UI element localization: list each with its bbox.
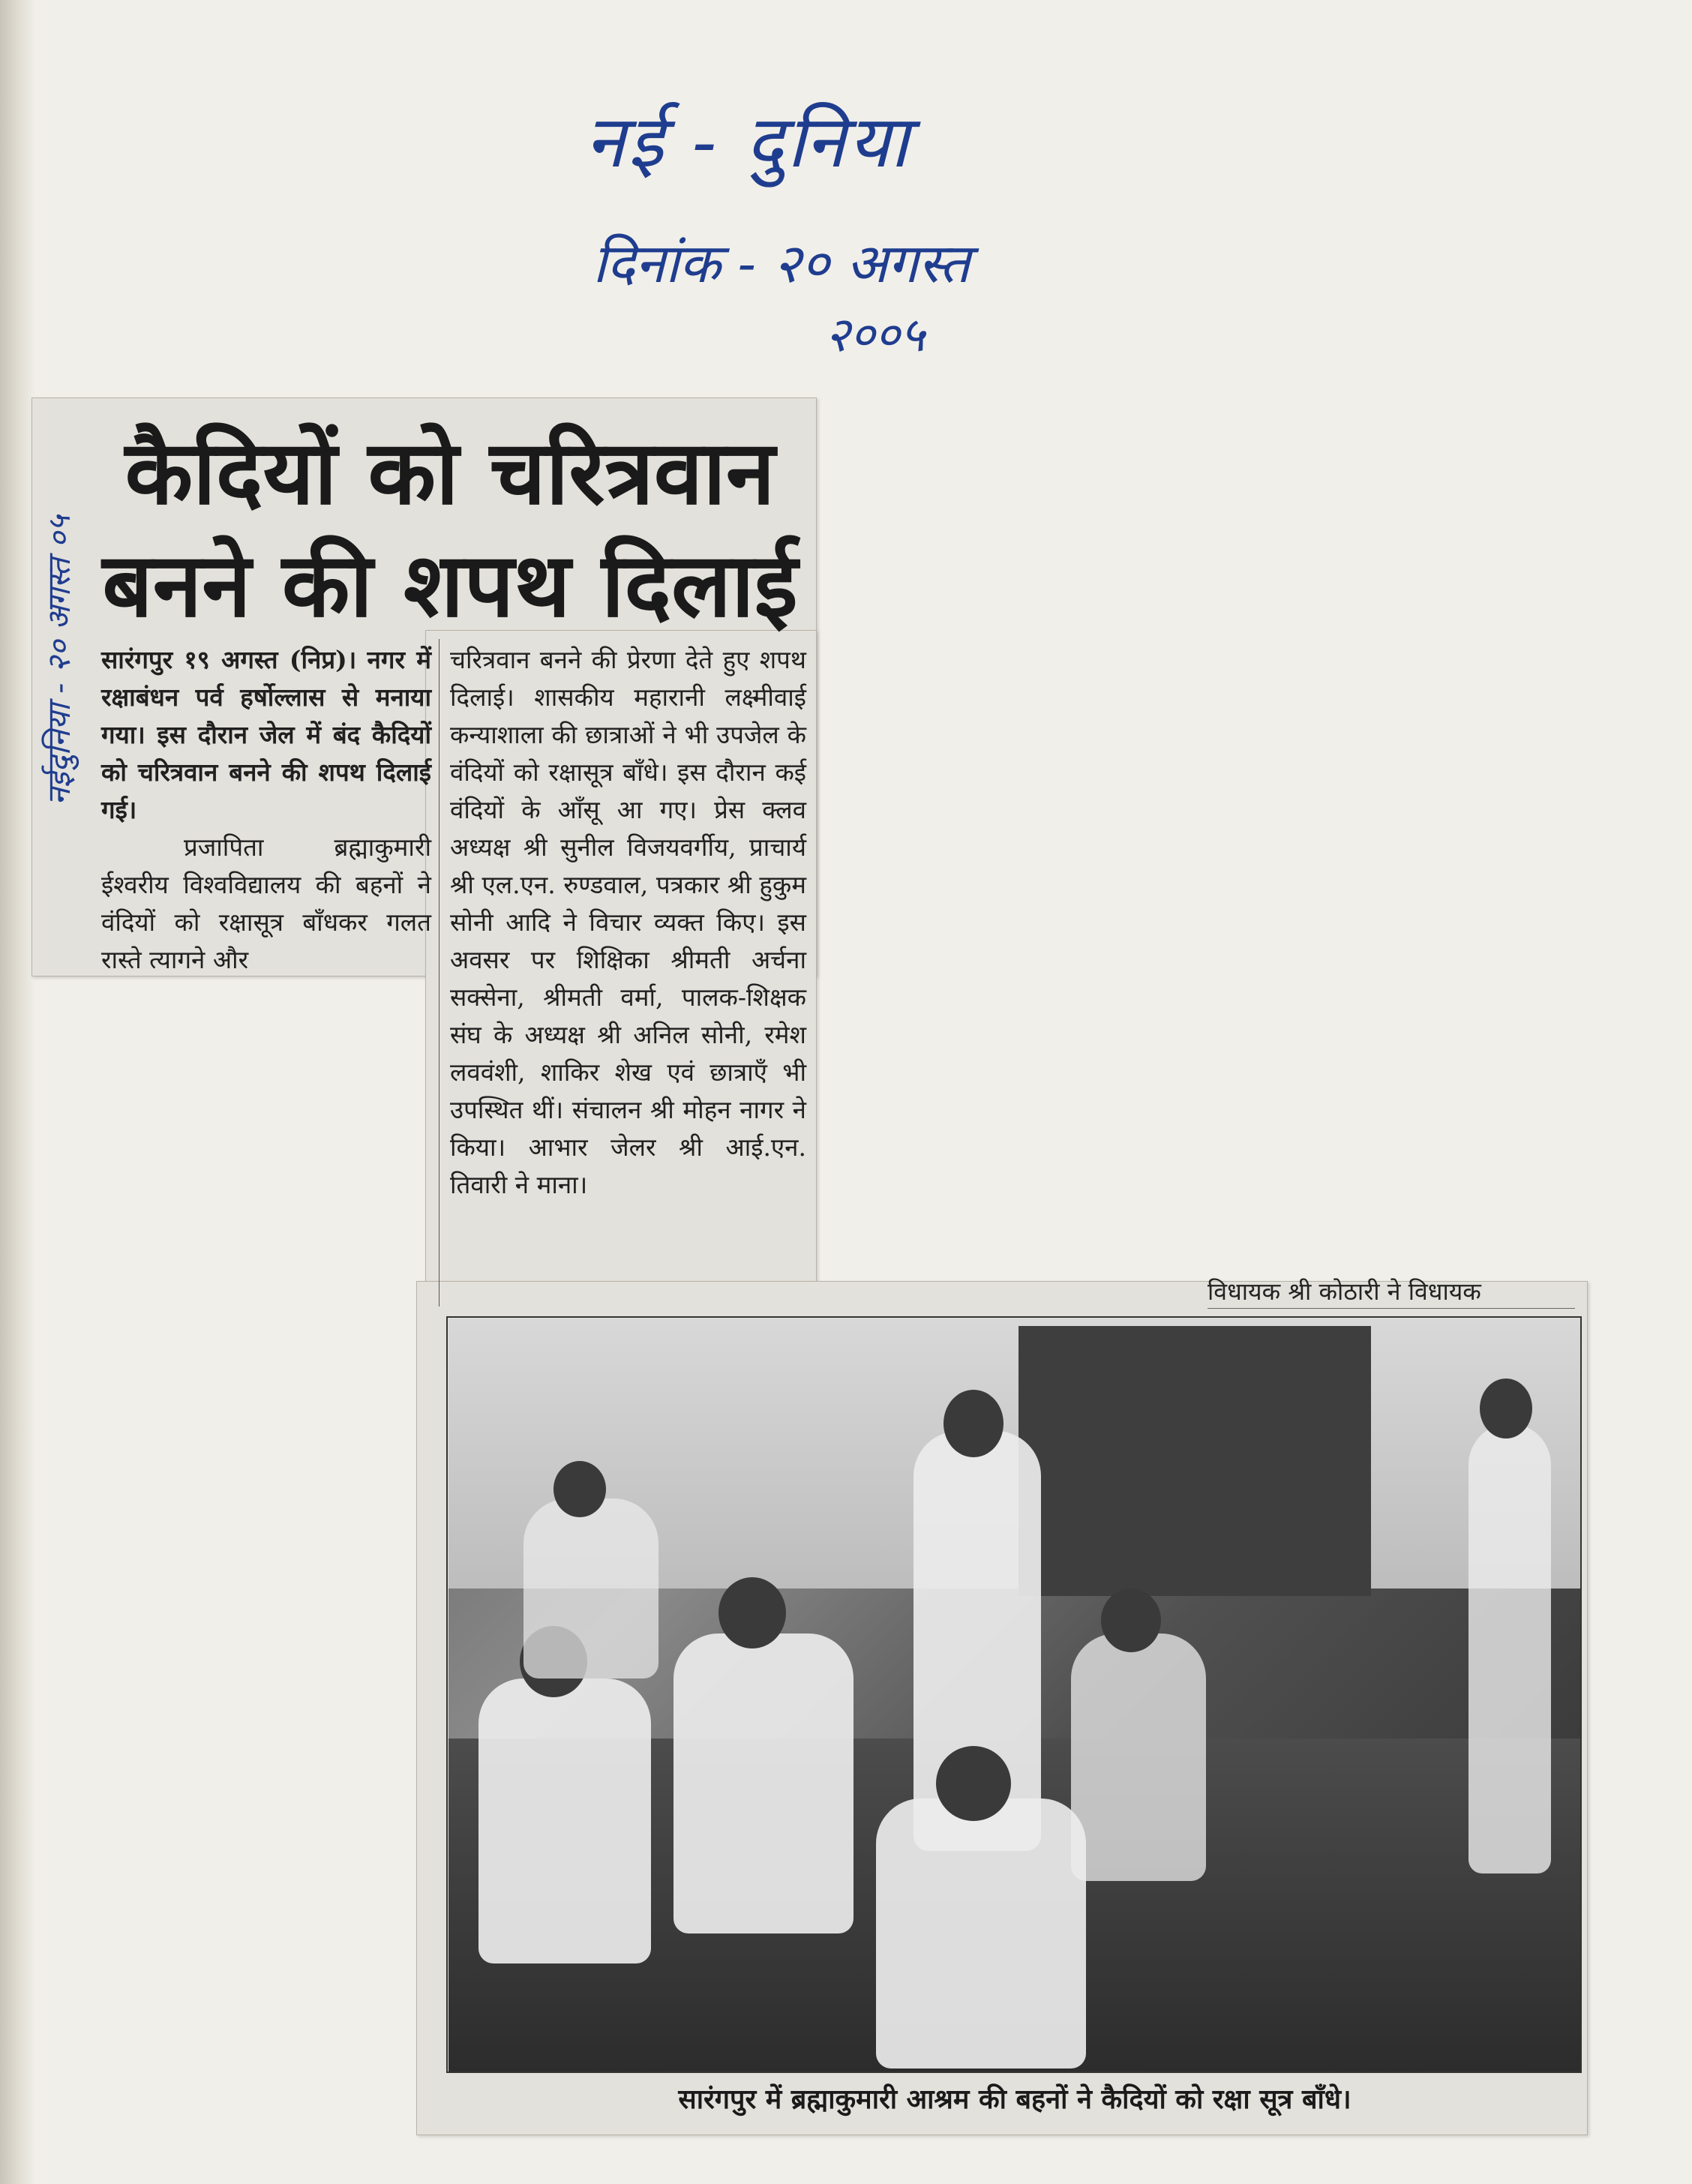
photo-head <box>554 1461 606 1517</box>
photo-head <box>936 1746 1011 1821</box>
article-column-2 <box>450 641 806 1204</box>
article-column-2-text: चरित्रवान बनने की प्रेरणा देते हुए शपथ दिलाई। शासकीय महारानी लक्ष्मीवाई कन्याशाला की छात्राओं ने भी उपजेल के वंदियों को रक्षासूत्र बाँधे। इस दौरान कई वंदियों के आँसू आ गए। प्रेस क्लव अध्यक्ष श्री सुनील विजयवर्गीय, प्राचार्य श्री एल.एन. रुण्डवाल, पत्रकार श्री हुकुम सोनी आदि ने विचार व्यक्त किए। इस अवसर पर शिक्षिका श्रीमती अर्चना सक्सेना, श्रीमती वर्मा, पालक-शिक्षक संघ के अध्यक्ष श्री अनिल सोनी, रमेश लववंशी, शाकिर शेख एवं छात्राएँ भी उपस्थित थीं। संचालन श्री मोहन नागर ने किया। आभार जेलर श्री आई.एन. तिवारी ने माना। <box>450 645 806 1199</box>
handwritten-side-note <box>32 428 84 892</box>
headline-line-1: कैदियों को चरित्रवान <box>124 421 776 524</box>
article-lead-paragraph <box>101 641 431 829</box>
photo-head <box>944 1390 1004 1457</box>
handwritten-newspaper-name: नई - दुनिया <box>585 100 912 184</box>
headline-line-2: बनने की शपथ दिलाई <box>102 533 798 637</box>
photo-seated-man <box>876 1798 1086 2068</box>
photo-seated-man <box>478 1678 651 1964</box>
photo-seated-man <box>674 1634 854 1934</box>
handwritten-year: २००५ <box>825 308 926 363</box>
photo-seated-man <box>1071 1634 1206 1881</box>
photo-head <box>1480 1378 1532 1438</box>
article-column-1 <box>101 641 431 979</box>
adjacent-article-fragment: विधायक श्री कोठारी ने विधायक <box>1208 1275 1575 1309</box>
lead-text: नगर में रक्षाबंधन पर्व हर्षोल्लास से मनाया गया। इस दौरान जेल में बंद कैदियों को चरित्रवान बनने की शपथ दिलाई गई। <box>101 645 431 824</box>
handwritten-date: दिनांक - २० अगस्त <box>592 232 970 295</box>
photo-caption: सारंगपुर में ब्रह्माकुमारी आश्रम की बहनों ने कैदियों को रक्षा सूत्र बाँधे। <box>678 2084 1352 2115</box>
photo-head <box>1101 1588 1161 1652</box>
photo-doorway <box>1018 1326 1371 1596</box>
article-paragraph-2: प्रजापिता ब्रह्माकुमारी ईश्वरीय विश्वविद्यालय की बहनों ने वंदियों को रक्षासूत्र बाँधकर गलत रास्ते त्यागने और <box>101 832 431 974</box>
page-binding-edge <box>0 0 36 2184</box>
column-divider <box>439 639 440 1306</box>
photo-head <box>718 1577 786 1648</box>
photo-seated-man <box>524 1498 658 1678</box>
news-photo <box>448 1318 1581 2072</box>
photo-standing-person <box>1468 1424 1551 1874</box>
side-note-text: नईदुनिया - २० अगस्त ०५ <box>40 514 77 806</box>
dateline: सारंगपुर १९ अगस्त (निप्र)। <box>101 645 357 674</box>
